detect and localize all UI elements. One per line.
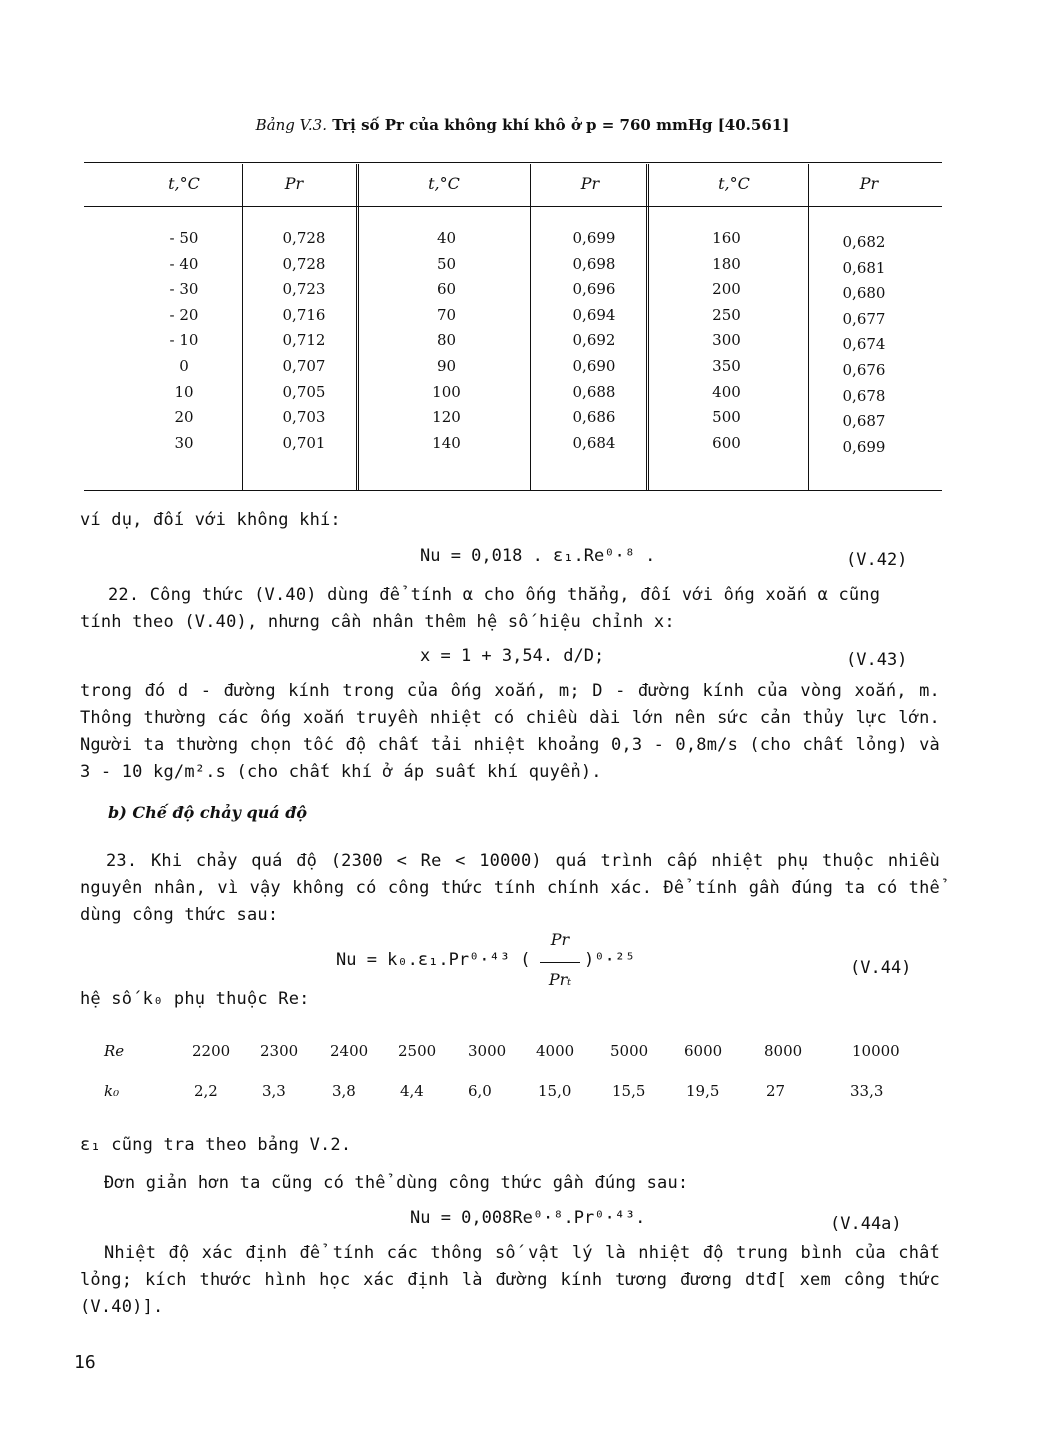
cell: 0,701 xyxy=(282,433,326,452)
re-value: 4000 xyxy=(536,1042,575,1060)
table-caption-label: Bảng V.3. xyxy=(255,116,327,134)
equation-v44-left: Nu = k₀.ε₁.Pr⁰·⁴³ ( xyxy=(336,950,531,970)
table-divider xyxy=(242,164,243,490)
k0-value: 3,8 xyxy=(332,1082,356,1100)
paragraph-example: ví dụ, đối với không khí: xyxy=(80,510,341,530)
cell: 400 xyxy=(712,382,741,401)
fraction-denominator: Prₜ xyxy=(548,970,572,989)
cell: 0,684 xyxy=(572,433,616,452)
cell: 90 xyxy=(436,356,457,375)
re-value: 2500 xyxy=(398,1042,437,1060)
header-t-1: t,°C xyxy=(168,174,200,193)
re-value: 8000 xyxy=(764,1042,803,1060)
paragraph-don-gian: Đơn giản hơn ta cũng có thể dùng công thức gần đúng sau: xyxy=(104,1173,689,1193)
cell: - 40 xyxy=(169,254,199,273)
column-pr-3 xyxy=(814,230,914,460)
header-pr-1: Pr xyxy=(284,174,304,193)
header-pr-3: Pr xyxy=(859,174,879,193)
k0-value: 2,2 xyxy=(194,1082,218,1100)
cell: 200 xyxy=(712,280,741,299)
cell: 0,686 xyxy=(572,408,616,427)
k0-value: 15,5 xyxy=(612,1082,646,1100)
re-value: 3000 xyxy=(468,1042,507,1060)
equation-v44-right: )⁰·²⁵ xyxy=(584,950,636,970)
equation-number-v44a: (V.44a) xyxy=(830,1214,902,1234)
paragraph-epsilon: ε₁ cũng tra theo bảng V.2. xyxy=(80,1135,352,1155)
cell: - 20 xyxy=(169,305,199,324)
cell: 160 xyxy=(712,229,741,247)
table-divider xyxy=(530,164,531,490)
cell: 100 xyxy=(432,382,461,401)
header-pr-2: Pr xyxy=(580,174,600,193)
cell: - 30 xyxy=(169,280,199,299)
cell: 0,698 xyxy=(572,254,616,273)
cell: 0,678 xyxy=(842,386,886,405)
cell: 0,690 xyxy=(572,356,616,375)
equation-number-v42: (V.42) xyxy=(846,550,908,570)
cell: 0,696 xyxy=(572,280,616,299)
cell: 0,680 xyxy=(842,284,886,303)
cell: 30 xyxy=(174,433,194,452)
cell: 0,716 xyxy=(282,305,326,324)
table-caption xyxy=(0,116,1045,134)
cell: 140 xyxy=(432,433,461,452)
cell: 0,699 xyxy=(572,229,616,247)
k0-value: 27 xyxy=(766,1082,786,1100)
re-value: 2300 xyxy=(260,1042,299,1060)
table-caption-text: Trị số Pr của không khí khô ở p = 760 mmHg [40.561] xyxy=(332,116,790,134)
page-number: 16 xyxy=(74,1352,96,1373)
cell: 0,688 xyxy=(572,382,616,401)
cell: 250 xyxy=(712,305,741,324)
paragraph-23: 23. Khi chảy quá độ (2300 < Re < 10000) quá trình cấp nhiệt phụ thuộc nhiều nguyên nhân, vì vậy không có công thức tính chính xác. Để tính gần đúng ta có thể dùng công thức sau: xyxy=(80,851,940,925)
fraction-numerator: Pr xyxy=(550,930,570,949)
column-t-3 xyxy=(684,226,769,456)
cell: 0,703 xyxy=(282,408,326,427)
cell: 0,674 xyxy=(842,335,886,354)
cell: 0,728 xyxy=(282,254,326,273)
cell: 10 xyxy=(174,382,194,401)
header-t-2: t,°C xyxy=(428,174,460,193)
paragraph-trong-do: trong đó d - đường kính trong của ống xoắn, m; D - đường kính của vòng xoắn, m. Thông thường các ống xoắn truyền nhiệt có chiều dài lớn nên sức cản thủy lực lớn. Người ta thường chọn tốc độ chất tải nhiệt khoảng 0,3 - 0,8m/s (cho chất lỏng) và 3 - 10 kg/m².s (cho chất khí ở áp suất khí quyển). xyxy=(80,681,940,782)
cell: 0,712 xyxy=(282,331,326,350)
column-t-2 xyxy=(404,226,489,456)
cell: 20 xyxy=(174,408,194,427)
equation-v42: Nu = 0,018 . ε₁.Re⁰·⁸ . xyxy=(420,546,656,566)
cell: 0,699 xyxy=(842,437,886,456)
re-value: 10000 xyxy=(852,1042,900,1060)
equation-v44a: Nu = 0,008Re⁰·⁸.Pr⁰·⁴³. xyxy=(410,1208,646,1228)
cell: 300 xyxy=(712,331,741,350)
column-pr-2 xyxy=(554,226,634,456)
k0-value: 33,3 xyxy=(850,1082,884,1100)
fraction-bar xyxy=(540,962,580,963)
cell: 80 xyxy=(436,331,457,350)
cell: 0,681 xyxy=(842,258,886,277)
cell: 180 xyxy=(712,254,741,273)
equation-number-v43: (V.43) xyxy=(846,650,908,670)
equation-number-v44: (V.44) xyxy=(850,958,912,978)
cell: - 10 xyxy=(169,331,199,350)
column-pr-1 xyxy=(264,226,344,456)
cell: 350 xyxy=(712,356,741,375)
cell: 50 xyxy=(436,254,457,273)
paragraph-22-line2: tính theo (V.40), nhưng cần nhân thêm hệ số hiệu chỉnh x: xyxy=(80,612,675,632)
cell: 0,687 xyxy=(842,412,886,431)
paragraph-22 xyxy=(80,582,940,636)
cell: 40 xyxy=(436,229,457,247)
paragraph-last: Nhiệt độ xác định để tính các thông số vật lý là nhiệt độ trung bình của chất lỏng; kích thước hình học xác định là đường kính tương đương dtđ[ xem công thức (V.40)]. xyxy=(80,1243,940,1317)
k0-value: 4,4 xyxy=(400,1082,424,1100)
cell: 120 xyxy=(432,408,461,427)
re-label: Re xyxy=(104,1042,125,1060)
cell: 600 xyxy=(712,433,741,452)
re-value: 6000 xyxy=(684,1042,723,1060)
re-value: 2200 xyxy=(192,1042,231,1060)
k0-value: 6,0 xyxy=(468,1082,492,1100)
pr-table xyxy=(84,160,942,494)
table-top-rule xyxy=(84,162,942,163)
header-t-3: t,°C xyxy=(718,174,750,193)
equation-v43: x = 1 + 3,54. d/D; xyxy=(420,646,605,666)
cell: 60 xyxy=(436,280,457,299)
k0-value: 19,5 xyxy=(686,1082,720,1100)
cell: 0,677 xyxy=(842,309,886,328)
paragraph-22-line1: 22. Công thức (V.40) dùng để tính α cho ống thẳng, đối với ống xoắn α cũng xyxy=(108,585,881,605)
cell: 0,692 xyxy=(572,331,616,350)
cell: 500 xyxy=(712,408,741,427)
subheading-transition-flow: b) Chế độ chảy quá độ xyxy=(108,803,308,822)
cell: - 50 xyxy=(169,229,199,247)
re-value: 5000 xyxy=(610,1042,649,1060)
cell: 70 xyxy=(436,305,457,324)
paragraph-he-so: hệ số k₀ phụ thuộc Re: xyxy=(80,989,310,1009)
cell: 0,694 xyxy=(572,305,616,324)
k0-value: 3,3 xyxy=(262,1082,286,1100)
cell: 0,676 xyxy=(842,360,886,379)
cell: 0,707 xyxy=(282,356,326,375)
cell: 0,682 xyxy=(842,233,886,251)
table-bottom-rule xyxy=(84,490,942,491)
cell: 0,728 xyxy=(282,229,326,247)
cell: 0 xyxy=(179,356,189,375)
k0-value: 15,0 xyxy=(538,1082,572,1100)
k0-label: k₀ xyxy=(104,1082,120,1100)
column-t-1 xyxy=(144,226,224,456)
table-header-rule xyxy=(84,206,942,207)
re-value: 2400 xyxy=(330,1042,369,1060)
cell: 0,705 xyxy=(282,382,326,401)
table-double-divider xyxy=(356,164,359,490)
cell: 0,723 xyxy=(282,280,326,299)
table-divider xyxy=(808,164,809,490)
table-double-divider xyxy=(646,164,649,490)
